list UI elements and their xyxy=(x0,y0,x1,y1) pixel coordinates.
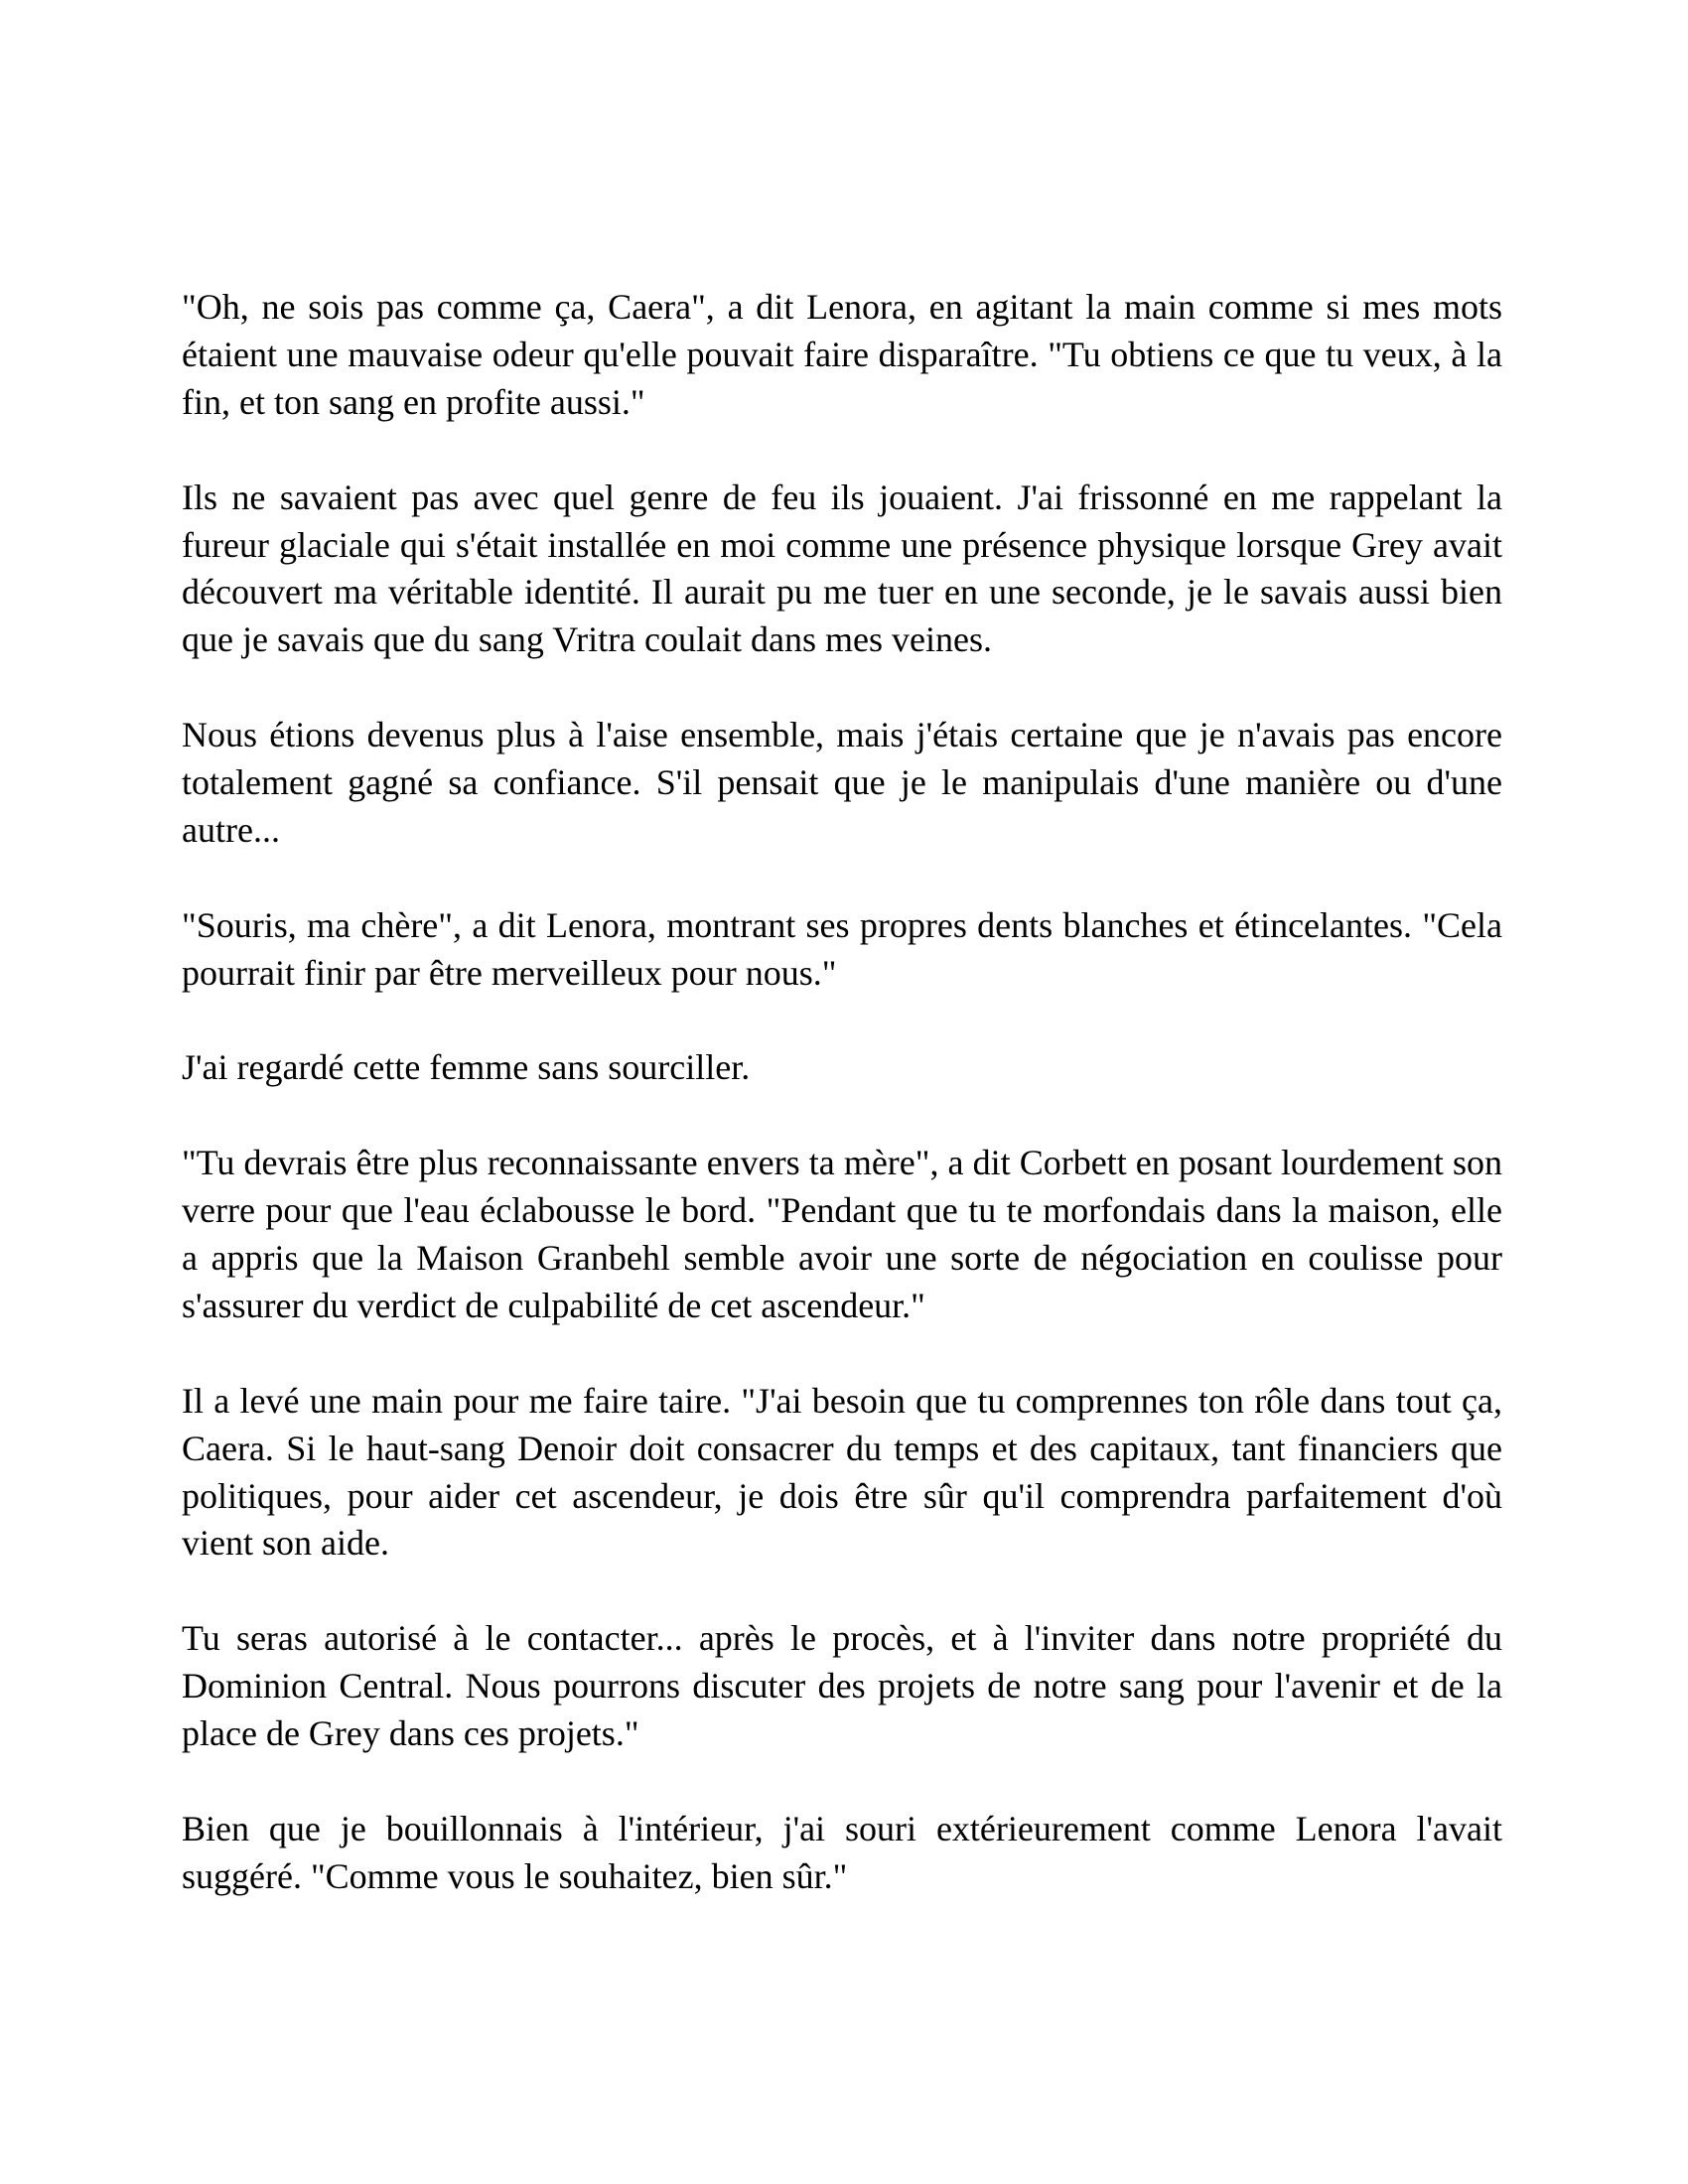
document-page xyxy=(182,284,1502,1901)
paragraph: Nous étions devenus plus à l'aise ensemble, mais j'étais certaine que je n'avais pas encore totalement gagné sa confiance. S'il pensait que je le manipulais d'une manière ou d'une autre... xyxy=(182,715,1502,850)
paragraph: Ils ne savaient pas avec quel genre de feu ils jouaient. J'ai frissonné en me rappelant la fureur glaciale qui s'était installée en moi comme une présence physique lorsque Grey avait découvert ma véritable identité. Il aurait pu me tuer en une seconde, je le savais aussi bien que je savais que du sang Vritra coulait dans mes veines. xyxy=(182,477,1502,660)
paragraph: Bien que je bouillonnais à l'intérieur, j'ai souri extérieurement comme Lenora l'avait suggéré. "Comme vous le souhaitez, bien sûr." xyxy=(182,1808,1502,1896)
paragraph: "Oh, ne sois pas comme ça, Caera", a dit Lenora, en agitant la main comme si mes mots étaient une mauvaise odeur qu'elle pouvait faire disparaître. "Tu obtiens ce que tu veux, à la fin, et ton sang en profite aussi." xyxy=(182,287,1502,422)
paragraph: "Tu devrais être plus reconnaissante envers ta mère", a dit Corbett en posant lourdement son verre pour que l'eau éclabousse le bord. "Pendant que tu te morfondais dans la maison, elle a appris que la Maison Granbehl semble avoir une sorte de négociation en coulisse pour s'assurer du verdict de culpabilité de cet ascendeur." xyxy=(182,1143,1502,1325)
paragraph: Tu seras autorisé à le contacter... après le procès, et à l'inviter dans notre propriété du Dominion Central. Nous pourrons discuter des projets de notre sang pour l'avenir et de la place de Grey dans ces projets." xyxy=(182,1618,1502,1754)
paragraph: Il a levé une main pour me faire taire. "J'ai besoin que tu comprennes ton rôle dans tout ça, Caera. Si le haut-sang Denoir doit consacrer du temps et des capitaux, tant financiers que politiques, pour aider cet ascendeur, je dois être sûr qu'il comprendra parfaitement d'où vient son aide. xyxy=(182,1380,1502,1564)
paragraph: J'ai regardé cette femme sans sourciller. xyxy=(182,1047,751,1088)
paragraph: "Souris, ma chère", a dit Lenora, montrant ses propres dents blanches et étincelantes. "Cela pourrait finir par être merveilleux pour nous." xyxy=(182,904,1502,993)
